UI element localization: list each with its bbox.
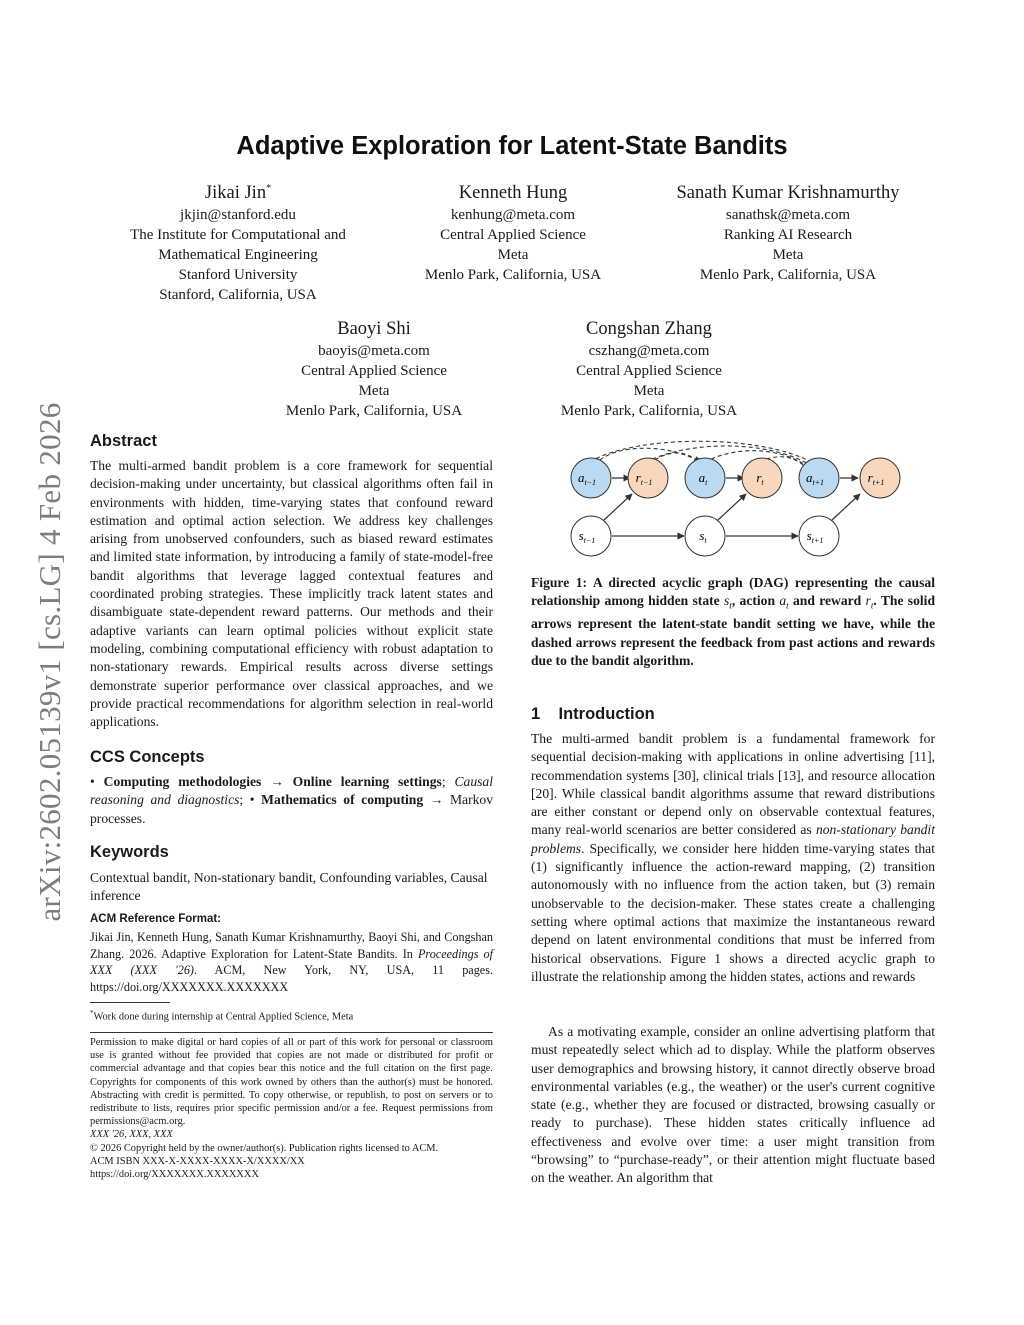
author-block-3	[652, 182, 924, 285]
solid-arrow	[718, 494, 746, 520]
author-email: baoyis@meta.com	[318, 343, 430, 359]
caption-part: A directed acyclic graph (DAG) representing the causal relationship among hidden state	[531, 575, 935, 609]
permission-rule	[90, 1032, 493, 1033]
node-label: $s_t$	[699, 528, 707, 545]
author-affiliation-line: The Institute for Computational and	[130, 227, 346, 243]
ccs-concepts-text: • Computing methodologies → Online learning settings; Causal reasoning and diagnostics; • Mathematics of computing → Markov processes.	[90, 774, 493, 826]
author-affiliation-line: Mathematical Engineering	[158, 247, 318, 263]
author-affiliation-line: Meta	[497, 247, 529, 263]
acm-reference-part: . ACM, New York, NY, USA, 11 pages. https://doi.org/XXXXXXX.XXXXXXX	[90, 963, 493, 994]
author-name: Congshan Zhang	[586, 319, 712, 339]
isbn-line: ACM ISBN XXX-X-XXXX-XXXX-X/XXXX/XX	[90, 1155, 305, 1167]
venue-line: XXX '26, XXX, XXX	[90, 1129, 173, 1141]
paper-title: Adaptive Exploration for Latent-State Bandits	[236, 132, 788, 160]
author-name: Sanath Kumar Krishnamurthy	[676, 183, 900, 203]
author-name: Kenneth Hung	[458, 183, 568, 203]
node-label: $a_{t+1}$	[805, 470, 825, 487]
abstract-text: The multi-armed bandit problem is a core framework for sequential decision-making under uncertainty, but classical algorithms often fail in environments with hidden, time-varying states that confound reward estimation and optimal action selection. We address key challenges arising from unobserved confounders, such as biased reward estimates and limited state information, by introducing a family of state-model-free bandit algorithms that leverage lagged contextual features and coordinated probing strategies. These implicitly track latent states and disambiguate state-dependent reward patterns. Our methods and their adaptive variants can learn optimal policies without explicit state modeling, combining computational efficiency with robust adaptation to non-stationary rewards. Empirical results across diverse settings demonstrate superior performance over classical approaches, and we provide practical recommendations for algorithm selection in real-world applications.	[90, 458, 493, 730]
ccs-concept: Online learning settings	[292, 774, 442, 789]
acm-reference-part: Jikai Jin, Kenneth Hung, Sanath Kumar Krishnamurthy, Baoyi Shi, and Congshan Zhang. 2026. Adaptive Exploration for Latent-State Bandits. In	[90, 930, 493, 961]
node-label: $r_t$	[756, 470, 764, 487]
bullet: •	[90, 774, 95, 789]
caption-part: . The solid arrows represent the latent-state bandit setting we have, while the dashed arrows represent the feedback from past actions and rewards due to the bandit algorithm.	[531, 593, 936, 668]
footnote-marker: *	[266, 182, 272, 194]
permission-block	[90, 1036, 493, 1181]
acm-reference-venue: Proceedings of XXX (XXX '26)	[90, 946, 493, 978]
acm-reference-heading: ACM Reference Format:	[90, 913, 221, 925]
arrow-glyph: →	[270, 774, 284, 789]
author-block-2	[393, 182, 633, 285]
intro-emphasis: non-stationary bandit problems	[531, 822, 935, 856]
copyright-line: © 2026 Copyright held by the owner/author(s). Publication rights licensed to ACM.	[90, 1142, 439, 1154]
solid-arrow	[832, 494, 860, 520]
author-block-4	[264, 318, 484, 421]
arxiv-identifier: arXiv:2602.05139v1 [cs.LG] 4 Feb 2026	[32, 402, 67, 922]
keywords-heading: Keywords	[90, 843, 169, 861]
intro-text: The multi-armed bandit problem is a fundamental framework for sequential decision-making with applications in online advertising [11], recommendation systems [30], clinical trials [13], and resource allocation [20]. While classical bandit algorithms assume that reward distributions are either constant or depend only on observable contextual features, many real-world scenarios are better considered as	[531, 731, 935, 838]
author-affiliation-line: Stanford University	[178, 267, 298, 283]
author-affiliation-line: Stanford, California, USA	[159, 287, 317, 303]
abstract-heading: Abstract	[90, 432, 157, 450]
caption-math: t	[729, 601, 732, 612]
author-email: sanathsk@meta.com	[725, 207, 851, 223]
intro-text: . Specifically, we consider here hidden time-varying states that (1) significantly influence the action-reward mapping, (2) transition autonomously with no influence from the action taken, but (3) remain unobservable to the decision-maker. These states create a challenging setting where optimal actions that maximize the instantaneous reward depend on latent environmental conditions that must be inferred from historical observations. Figure 1 shows a directed acyclic graph to illustrate the relationship among the hidden states, actions and rewards	[531, 840, 935, 984]
caption-part: and reward	[788, 593, 866, 609]
node-label: $s_{t+1}$	[806, 528, 824, 545]
caption-part: , action	[731, 593, 780, 609]
doi-line: https://doi.org/XXXXXXX.XXXXXXX	[90, 1169, 259, 1181]
introduction-paragraph-1	[531, 730, 935, 986]
author-block-1	[104, 182, 372, 305]
keywords-text: Contextual bandit, Non-stationary bandit, Confounding variables, Causal inference	[90, 870, 488, 904]
author-affiliation-line: Meta	[772, 247, 804, 263]
author-email: jkjin@stanford.edu	[180, 207, 296, 223]
footnote	[90, 1007, 493, 1023]
figure-label: Figure 1:	[531, 575, 593, 590]
author-email: kenhung@meta.com	[450, 207, 576, 223]
ccs-heading: CCS Concepts	[90, 748, 205, 766]
author-email: cszhang@meta.com	[588, 343, 710, 359]
ccs-concept: Markov processes.	[90, 792, 493, 826]
author-affiliation-line: Menlo Park, California, USA	[560, 403, 738, 419]
introduction-paragraph-2: As a motivating example, consider an online advertising platform that must repeatedly select which ad to display. While the platform observes user demographics and browsing history, it cannot directly observe broad environmental variables (e.g., the weather) or the user's current cognitive state (e.g., whether they are focused or distracted, browsing casually or ready to purchase). These hidden states critically influence ad effectiveness and evolve over time: a user might transition from “browsing” to “purchase-ready”, or their attention might fluctuate based on the weather. An algorithm that	[531, 1024, 935, 1186]
author-affiliation-line: Menlo Park, California, USA	[424, 267, 602, 283]
author-affiliation-line: Central Applied Science	[576, 363, 722, 379]
author-affiliation-line: Ranking AI Research	[723, 227, 853, 243]
footnote-marker: *	[90, 1009, 94, 1017]
node-label: $r_{t-1}$	[635, 470, 653, 487]
ccs-concept: Computing methodologies	[103, 774, 262, 789]
author-block-5	[539, 318, 759, 421]
introduction-heading: 1 Introduction	[531, 705, 655, 723]
acm-reference-text	[90, 929, 493, 995]
bullet: •	[249, 792, 255, 808]
author-affiliation-line: Menlo Park, California, USA	[699, 267, 877, 283]
caption-math: t	[786, 601, 789, 612]
caption-math: t	[870, 601, 874, 612]
author-affiliation-line: Central Applied Science	[440, 227, 586, 243]
node-label: $a_t$	[698, 470, 708, 487]
node-label: $r_{t+1}$	[867, 470, 885, 487]
permission-text: Permission to make digital or hard copies of all or part of this work for personal or classroom use is granted without fee provided that copies are not made or distributed for profit or commercial advantage and that copies bear this notice and the full citation on the first page. Copyrights for components of this work owned by others than the author(s) must be honored. Abstracting with credit is permitted. To copy otherwise, or republish, to post on servers or to redistribute to lists, requires prior specific permission and/or a fee. Request permissions from permissions@acm.org.	[90, 1037, 493, 1128]
ccs-concept: Causal reasoning and diagnostics	[90, 774, 493, 808]
caption-math: s	[724, 593, 730, 609]
author-affiliation-line: Meta	[633, 383, 665, 399]
solid-arrow	[604, 494, 632, 520]
figure-caption	[531, 574, 935, 670]
caption-math: a	[779, 593, 787, 609]
author-affiliation-line: Central Applied Science	[301, 363, 447, 379]
author-name: Baoyi Shi	[337, 319, 411, 339]
footnote-rule	[90, 1002, 170, 1003]
caption-math: r	[865, 593, 871, 609]
dag-figure	[560, 432, 910, 560]
author-name: Jikai Jin	[204, 183, 267, 203]
node-label: $s_{t-1}$	[578, 528, 596, 545]
author-affiliation-line: Meta	[358, 383, 390, 399]
footnote-text: Work done during internship at Central Applied Science, Meta	[93, 1011, 354, 1023]
author-affiliation-line: Menlo Park, California, USA	[285, 403, 463, 419]
arrow-glyph: →	[429, 792, 444, 808]
node-label: $a_{t-1}$	[577, 470, 597, 487]
ccs-concept: Mathematics of computing	[261, 792, 424, 808]
